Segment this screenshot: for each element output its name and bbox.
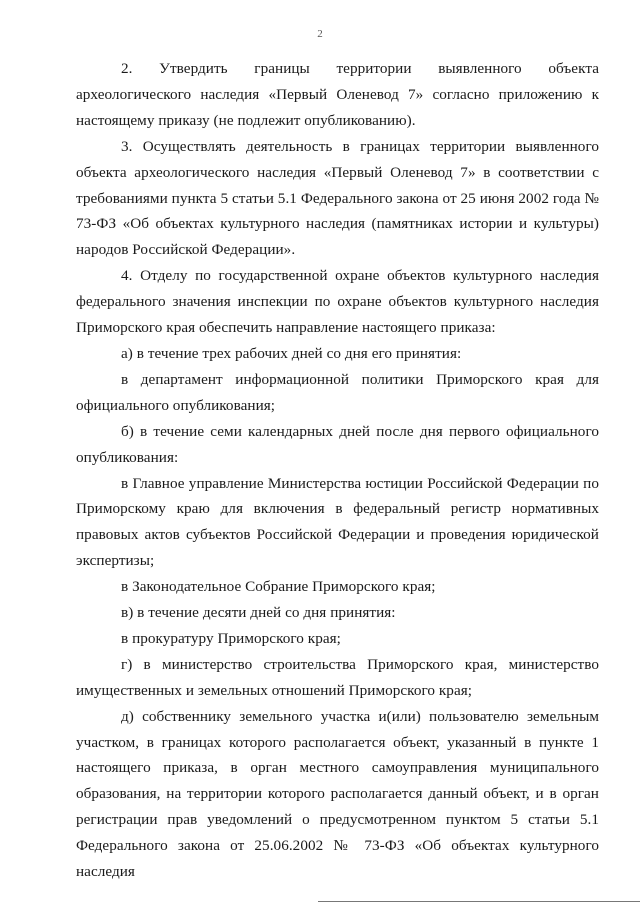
subitem-g: г) в министерство строительства Приморского края, министерство имущественных и земельных отношений Приморского края; bbox=[76, 655, 599, 699]
subitem-d: д) собственнику земельного участка и(или) пользователю земельным участком, в границах которого располагается объект, указанный в пункте 1 настоящего приказа, в орган местного самоуправления муниципального образования, на территории которого располагается данный объект, и в орган регистрации прав уведомлений о предусмотренном пунктом 5 статьи 5.1 Федерального закона от 25.06.2002 № 73-ФЗ «Об объектах культурного наследия bbox=[76, 707, 599, 881]
subitem-v: в) в течение десяти дней со дня принятия: bbox=[121, 604, 396, 622]
recipient-justice-ministry: в Главное управление Министерства юстиции Российской Федерации по Приморскому краю для включения в федеральный регистр нормативных правовых актов субъектов Российской Федерации и проведения юридической экспертизы; bbox=[76, 474, 599, 570]
paragraph-item-4: 4. Отделу по государственной охране объектов культурного наследия федерального значения инспекции по охране объектов культурного наследия Приморского края обеспечить направление настоящего приказа: bbox=[76, 267, 599, 337]
recipient-info-department: в департамент информационной политики Приморского края для официального опубликования; bbox=[76, 370, 599, 414]
page-bottom-rule bbox=[318, 901, 640, 902]
recipient-legislative-assembly: в Законодательное Собрание Приморского края; bbox=[121, 578, 436, 596]
paragraph-item-2: 2. Утвердить границы территории выявленного объекта археологического наследия «Первый Оленевод 7» согласно приложению к настоящему приказу (не подлежит опубликованию). bbox=[76, 60, 599, 129]
recipient-prosecutor: в прокуратуру Приморского края; bbox=[121, 629, 341, 647]
subitem-a: а) в течение трех рабочих дней со дня его принятия: bbox=[121, 344, 462, 362]
page-number: 2 bbox=[317, 28, 323, 40]
subitem-b: б) в течение семи календарных дней после дня первого официального опубликования: bbox=[76, 422, 599, 466]
paragraph-item-3: 3. Осуществлять деятельность в границах территории выявленного объекта археологического наследия «Первый Оленевод 7» в соответствии с требованиями пункта 5 статьи 5.1 Федерального закона от 25 июня 2002 года № 73-ФЗ «Об объектах культурного наследия (памятниках истории и культуры) народов Российской Федерации». bbox=[76, 137, 599, 259]
document-body bbox=[76, 56, 599, 885]
